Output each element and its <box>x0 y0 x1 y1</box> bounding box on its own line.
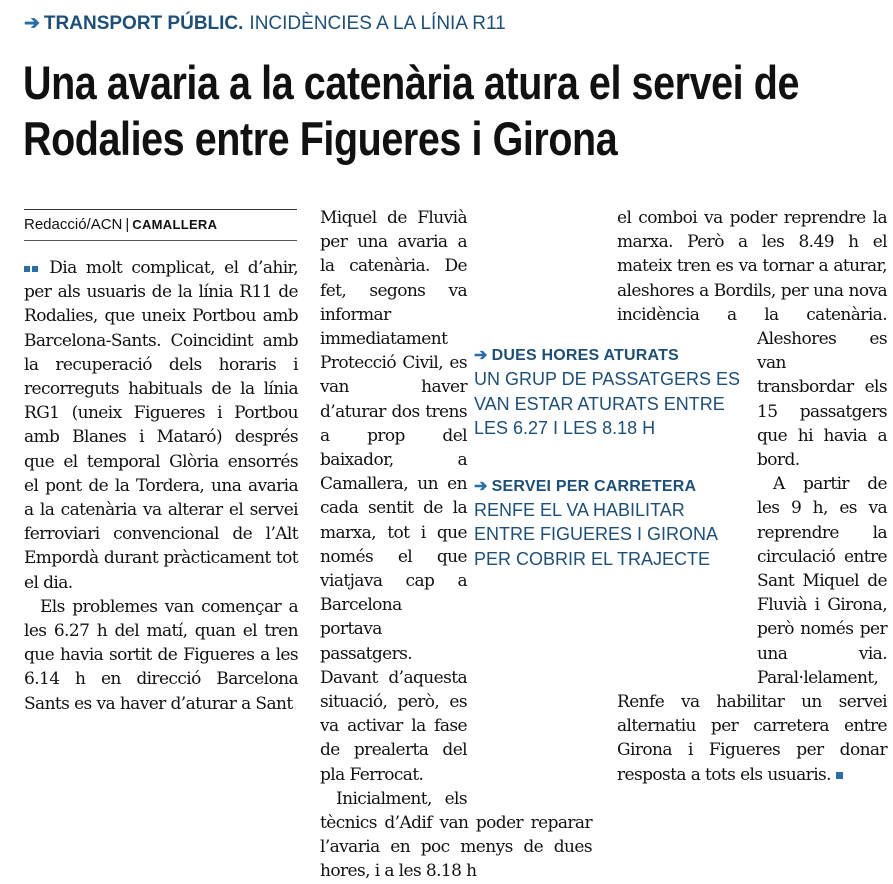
callout-2-heading <box>474 476 744 496</box>
body-paragraph-1-text: Dia molt complicat, el d’ahir, per als usuaris de la línia R11 de Rodalies, que uneix Portbou amb Barcelona-Sants. Coincidint amb la recuperació dels horaris i recorreguts habituals de la línia RG1 (uneix Figueres i Portbou amb Blanes i Mataró) després que el temporal Glòria ensorrés el pont de la Tordera, una avaria a la catenària va alterar el servei ferroviari convencional de l’Alt Empordà durant pràcticament tot el dia. <box>24 258 298 593</box>
byline-separator: | <box>125 216 130 233</box>
callout-2-heading-text: SERVEI PER CARRETERA <box>491 477 697 495</box>
body-paragraph-3-cont-text: el comboi va poder reprendre la marxa. Però a les 8.49 h el mateix tren es va tornar a aturar, aleshores a Bordils, per una nova incidència a la catenària. Aleshores es van transbordar els 15 passatgers que hi havia a bord. <box>617 208 887 471</box>
callout-1-heading <box>474 345 744 365</box>
start-square-icon <box>32 266 38 272</box>
body-paragraph-4-text: A partir de les 9 h, es va reprendre la circulació entre Sant Miquel de Fluvià i Girona, però només per una via. Paral·lelament, Renfe va habilitar un servei alternatiu per carretera entre Girona i Figueres per donar resposta a tots els usuaris. <box>617 474 887 785</box>
arrow-icon: ➔ <box>474 477 488 495</box>
callouts <box>474 345 744 571</box>
body-paragraph-2-text: Els problemes van començar a les 6.27 h del matí, quan el tren que havia sortit de Figueres a les 6.14 h en direcció Barcelona Sants es va haver d’aturar a Sant <box>24 596 298 714</box>
body-paragraph-2 <box>24 595 298 716</box>
byline-author: Redacció/ACN <box>24 216 123 233</box>
byline-location: CAMALLERA <box>132 217 218 232</box>
body-column-1 <box>24 256 298 716</box>
topic-label: INCIDÈNCIES A LA LÍNIA R11 <box>249 13 506 34</box>
callout-2 <box>474 476 744 572</box>
arrow-icon: ➔ <box>474 347 488 364</box>
byline <box>24 216 217 233</box>
body-paragraph-1 <box>24 256 298 595</box>
kicker <box>24 12 506 35</box>
section-label: TRANSPORT PÚBLIC. <box>43 13 244 34</box>
byline-rule-top <box>24 209 297 210</box>
arrow-icon: ➔ <box>24 13 40 34</box>
callout-1-text: UN GRUP DE PASSATGERS ES VAN ESTAR ATURATS ENTRE LES 6.27 I LES 8.18 H <box>474 369 741 438</box>
callout-2-text: RENFE EL VA HABILITAR ENTRE FIGUERES I GIRONA PER COBRIR EL TRAJECTE <box>474 499 718 569</box>
start-square-icon <box>24 266 30 272</box>
end-square-icon <box>836 772 843 779</box>
callout-1-heading-text: DUES HORES ATURATS <box>491 347 679 364</box>
headline: Una avaria a la catenària atura el servei de Rodalies entre Figueres i Girona <box>23 56 799 165</box>
callout-1 <box>474 345 744 441</box>
body-paragraph-3 <box>320 787 592 884</box>
body-paragraph-3-text: Inicialment, els tècnics d’Adif van poder reparar l’avaria en poc menys de dues hores, i a les 8.18 h <box>320 788 592 882</box>
body-paragraph-2-cont-text: Miquel de Fluvià per una avaria a la catenària. De fet, segons va informar immediatament Protecció Civil, es van haver d’aturar dos trens a prop del baixador, a Camallera, un en cada sentit de la marxa, tot i que només el que viatjava cap a Barcelona portava passatgers. Davant d’aquesta situació, però, es va activar la fase de prealerta del pla Ferrocat. <box>320 208 467 785</box>
byline-rule-bottom <box>24 240 297 241</box>
